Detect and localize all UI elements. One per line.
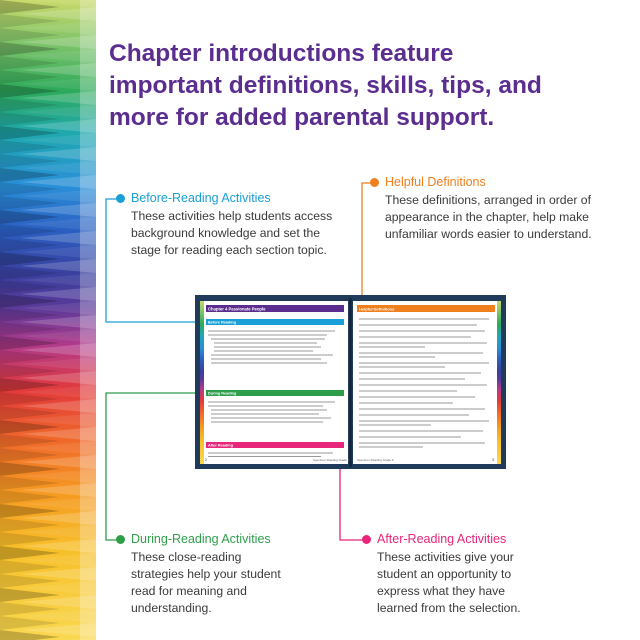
callout-body — [377, 549, 627, 617]
body-line: These activities give your — [377, 550, 514, 564]
callout-body — [385, 192, 635, 243]
headline-line-3: more for added parental support. — [109, 104, 495, 131]
body-line: These close-reading — [131, 550, 242, 564]
before-reading-dot — [116, 194, 125, 203]
callout-during-reading — [131, 531, 351, 617]
left-page-footer: Spectrum Reading Grade 5 — [313, 458, 350, 462]
helpful-definitions-bar-label: Helpful Definitions — [359, 306, 395, 312]
after-reading-dot — [362, 535, 371, 544]
body-line: student an opportunity to — [377, 567, 512, 581]
callout-body — [131, 208, 371, 259]
callout-helpful-definitions — [385, 174, 635, 243]
callout-before-reading — [131, 190, 371, 259]
body-line: These activities help students access — [131, 209, 333, 223]
right-page-number: 3 — [492, 458, 494, 462]
callout-title: Before-Reading Activities — [131, 191, 271, 205]
body-line: background knowledge and set the — [131, 226, 321, 240]
body-line: learned from the selection. — [377, 601, 521, 615]
callout-title: Helpful Definitions — [385, 175, 486, 189]
left-page-number: 2 — [205, 458, 207, 462]
left-page — [200, 301, 348, 464]
body-line: read for meaning and — [131, 584, 247, 598]
body-line: strategies help your student — [131, 567, 281, 581]
callout-title: After-Reading Activities — [377, 532, 507, 546]
right-page — [353, 301, 501, 464]
body-line: These definitions, arranged in order of — [385, 193, 591, 207]
body-line: unfamiliar words easier to understand. — [385, 227, 592, 241]
body-line: stage for reading each section topic. — [131, 243, 327, 257]
during-reading-dot — [116, 535, 125, 544]
during-reading-connector — [106, 393, 200, 540]
chapter-title-text: Chapter 4 Passionate People — [208, 306, 266, 312]
body-line: understanding. — [131, 601, 212, 615]
page-headline — [109, 38, 629, 134]
body-line: express what they have — [377, 584, 506, 598]
callout-title: During-Reading Activities — [131, 532, 271, 546]
rainbow-pattern-strip — [0, 0, 96, 640]
during-reading-bar-label: During Reading — [208, 391, 237, 396]
callout-body — [131, 549, 351, 617]
after-reading-bar-label: After Reading — [208, 443, 233, 448]
open-workbook-image — [195, 295, 506, 469]
body-line: appearance in the chapter, help make — [385, 210, 589, 224]
callout-after-reading — [377, 531, 627, 617]
headline-line-1: Chapter introductions feature — [109, 40, 454, 67]
before-reading-bar-label: Before Reading — [208, 320, 237, 325]
headline-line-2: important definitions, skills, tips, and — [109, 72, 542, 99]
right-page-footer: Spectrum Reading Grade 5 — [357, 458, 394, 462]
helpful-definitions-dot — [370, 178, 379, 187]
